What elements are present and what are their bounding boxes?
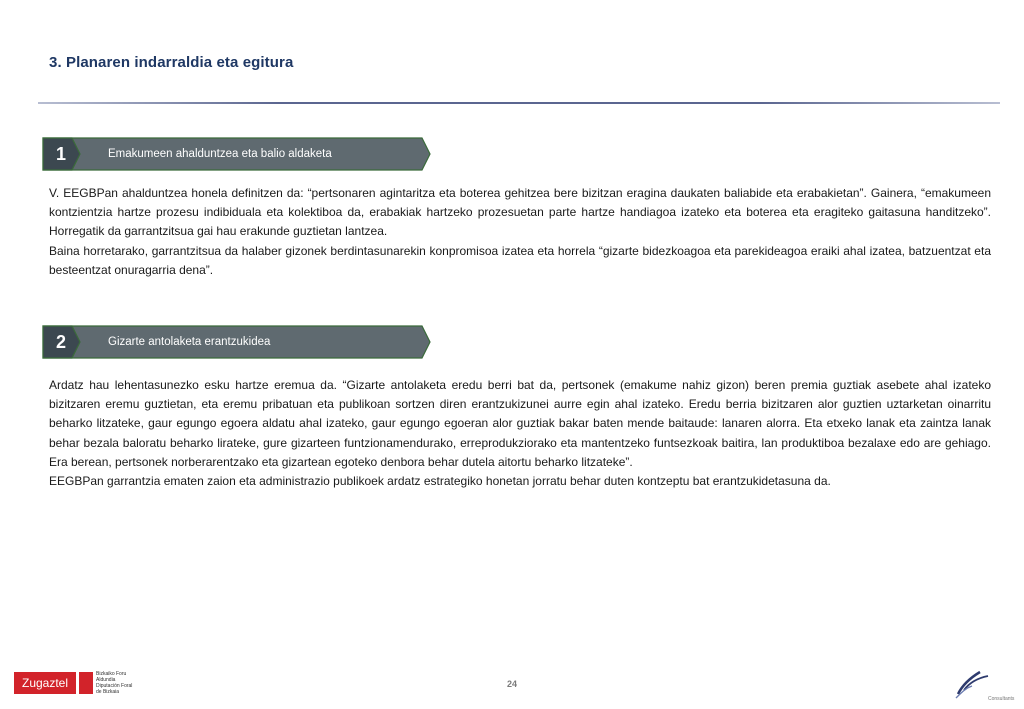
consultants-text: Consultants bbox=[988, 696, 1015, 702]
paragraph: Baina horretarako, garrantzitsua da halaber gizonek berdintasunarekin konpromisoa izatea eta horrela “gizarte bidezkoagoa eta parekideagoa eraiki ahal izatea, batzuentzat eta besteentzat onuragarria dena”. bbox=[49, 243, 991, 277]
section-body-1 bbox=[49, 184, 991, 280]
zugaztel-wordmark: Zugaztel bbox=[14, 672, 76, 694]
page-number: 24 bbox=[506, 679, 517, 689]
paragraph: V. EEGBPan ahalduntzea honela definitzen da: “pertsonaren agintaritza eta boterea gehitzea bere bizitzan eragina daukaten baliabide eta erabakietan”. Gainera, “emakumeen kontzientzia hartze prozesu indibiduala eta kolektiboa da, erabakiak hartzeko prozesuetan parte hartze handiagoa izateko eta boterea eta eragiteko gaitasuna handitzeko”. Horregatik da garrantzitsua gai hau erakunde guztietan lantzea. bbox=[49, 186, 991, 239]
section-banner-2 bbox=[42, 325, 432, 359]
title-divider bbox=[38, 102, 1000, 104]
section-body-2 bbox=[49, 376, 991, 491]
paragraph: EEGBPan garrantzia ematen zaion eta administrazio publikoek ardatz estrategiko honetan jorratu behar duten kontzeptu bat erantzukidetasuna da. bbox=[49, 474, 831, 489]
section-number: 1 bbox=[55, 143, 66, 164]
sf-logo-icon bbox=[952, 668, 992, 700]
paragraph: Ardatz hau lehentasunezko esku hartze eremua da. “Gizarte antolaketa eredu berri bat da, pertsonek (emakume nahiz gizon) beren premia guztiak asebete ahal izateko bizitzaren eremu guztietan, eta eremu pribatuan eta publikoan sortzen diren erantzukizunei aurre egin ahal izateko. Eredu berria bizitzaren alor guztien uztarketan oinarritu beharko litzateke, gaur egungo egoera aldatu ahal izateko, gaur egungo egoeran alor guztiak bakar baten mende baitaude: lanaren alorra. Eta etxeko lanak eta zaintza lanak behar bezala baloratu beharko lirateke, gure gizarteen funtzionamendurako, erreprodukziorako eta mantentzeko funtsezkoak baitira, lan produktiboa bezalaxe edo are gehiago. Era berean, pertsonek norberarentzako eta gizartean egoteko denbora behar dutela aitortu beharko litzateke”. bbox=[49, 378, 991, 469]
section-label: Gizarte antolaketa erantzukidea bbox=[108, 336, 271, 348]
bizkaia-logo-text: Bizkaiko Foru Aldundia Diputación Foral de Bizkaia bbox=[96, 671, 133, 695]
page-title: 3. Planaren indarraldia eta egitura bbox=[49, 54, 294, 71]
section-number: 2 bbox=[55, 331, 66, 352]
section-label: Emakumeen ahalduntzea eta balio aldaketa bbox=[108, 148, 332, 160]
consultancy-logo bbox=[952, 668, 1015, 706]
section-banner-1 bbox=[42, 137, 432, 171]
